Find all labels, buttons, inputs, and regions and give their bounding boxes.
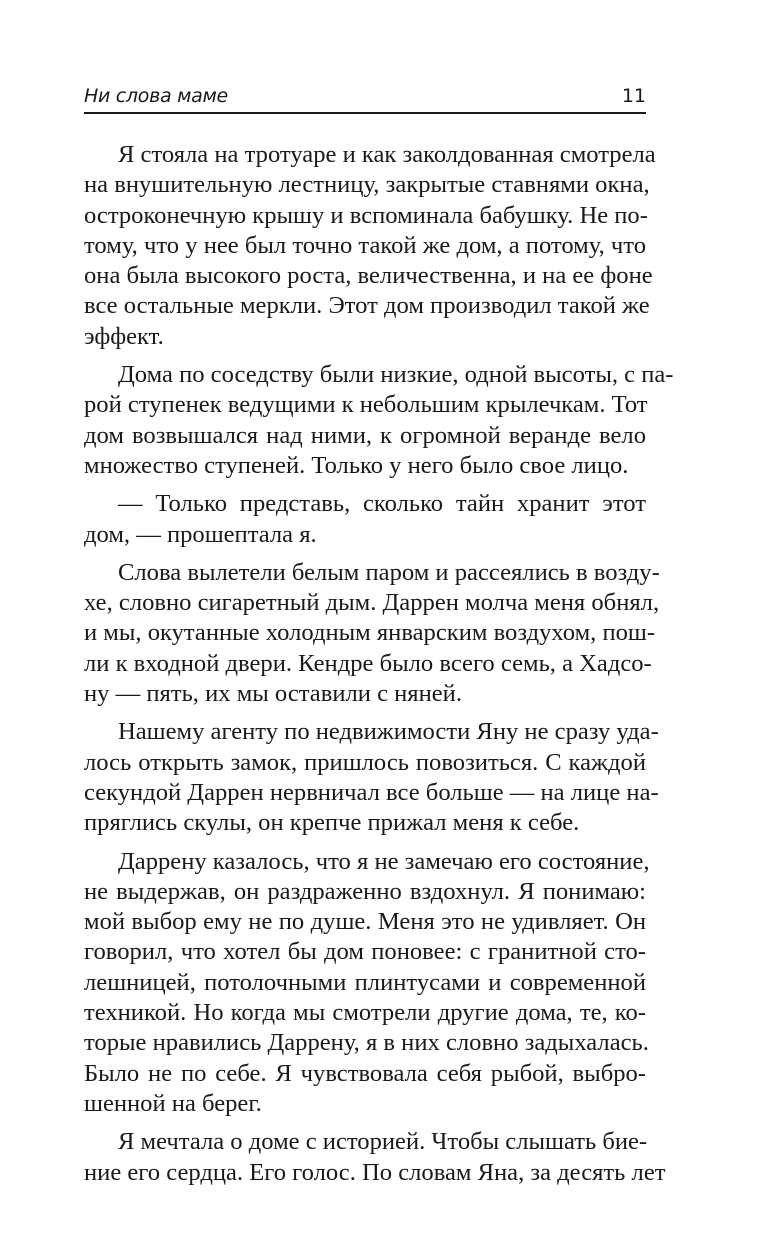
text-line: пряглись скулы, он крепче прижал меня к себе. bbox=[84, 809, 580, 837]
text-line: ли к входной двери. Кендре было всего семь, а Хадсо- bbox=[84, 649, 652, 677]
text-line: Дома по соседству были низкие, одной высоты, с па- bbox=[118, 361, 674, 389]
page-number: 11 bbox=[621, 85, 646, 107]
paragraph bbox=[84, 489, 646, 550]
text-line: Нашему агенту по недвижимости Яну не сразу уда- bbox=[118, 718, 659, 746]
text-line: шенной на берег. bbox=[84, 1089, 262, 1117]
text-line: остроконечную крышу и вспоминала бабушку. Не по- bbox=[84, 201, 648, 229]
text-line: — Только представь, сколько тайн хранит этот bbox=[118, 490, 646, 518]
text-line: мой выбор ему не по душе. Меня это не удивляет. Он bbox=[84, 908, 646, 936]
text-line: на внушительную лестницу, закрытые ставнями окна, bbox=[84, 171, 650, 199]
paragraph bbox=[84, 717, 659, 838]
text-line: техникой. Но когда мы смотрели другие дома, те, ко- bbox=[84, 999, 646, 1027]
text-line: и мы, окутанные холодным январским воздухом, пош- bbox=[84, 619, 656, 647]
text-line: хе, словно сигаретный дым. Даррен молча меня обнял, bbox=[84, 589, 660, 617]
running-title: Ни слова маме bbox=[84, 85, 228, 107]
text-line: торые нравились Даррену, я в них словно задыхалась. bbox=[84, 1029, 649, 1057]
text-line: говорил, что хотел бы дом поновее: с гранитной сто- bbox=[84, 938, 646, 966]
text-line: Я стояла на тротуаре и как заколдованная смотрела bbox=[118, 141, 656, 168]
paragraph bbox=[84, 558, 660, 709]
text-line: она была высокого роста, величественна, и на ее фоне bbox=[84, 262, 653, 290]
text-line: секундой Даррен нервничал все больше — на лице на- bbox=[84, 778, 659, 806]
paragraph bbox=[84, 1127, 666, 1188]
paragraph bbox=[84, 140, 656, 352]
paragraph bbox=[84, 847, 650, 1120]
body-text bbox=[84, 140, 674, 1196]
text-line: Даррену казалось, что я не замечаю его состояние, bbox=[118, 847, 650, 875]
text-line: не выдержав, он раздраженно вздохнул. Я понимаю: bbox=[84, 877, 646, 905]
text-line: рой ступенек ведущими к небольшим крылечкам. Тот bbox=[84, 391, 648, 419]
text-line: Было не по себе. Я чувствовала себя рыбой, выбро- bbox=[84, 1059, 646, 1087]
text-line: множество ступеней. Только у него было свое лицо. bbox=[84, 451, 629, 479]
text-line: все остальные меркли. Этот дом производил такой же bbox=[84, 292, 650, 320]
running-header bbox=[84, 84, 646, 114]
text-line: эффект. bbox=[84, 322, 164, 350]
text-line: лешницей, потолочными плинтусами и современной bbox=[84, 968, 646, 996]
text-line: ние его сердца. Его голос. По словам Яна, за десять лет bbox=[84, 1158, 666, 1186]
text-line: ну — пять, их мы оставили с няней. bbox=[84, 680, 462, 708]
text-line: дом, — прошептала я. bbox=[84, 520, 317, 548]
text-line: Слова вылетели белым паром и рассеялись в возду- bbox=[118, 558, 660, 586]
text-line: лось открыть замок, пришлось повозиться. С каждой bbox=[84, 748, 646, 776]
paragraph bbox=[84, 360, 674, 481]
text-line: дом возвышался над ними, к огромной веранде вело bbox=[84, 421, 646, 449]
text-line: Я мечтала о доме с историей. Чтобы слышать бие- bbox=[118, 1128, 648, 1156]
text-line: тому, что у нее был точно такой же дом, а потому, что bbox=[84, 231, 646, 259]
